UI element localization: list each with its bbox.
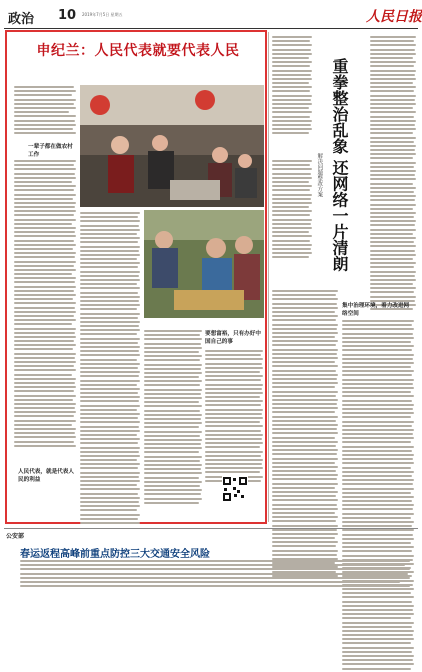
issue-date: 2019年7月5日 星期五 [82, 12, 123, 17]
lead-subhead-2: 人民代表，就是代表人民的利益 [18, 469, 74, 483]
lead-col-2 [80, 212, 140, 526]
lead-title: 申纪兰：人民代表就要代表人民 [36, 43, 240, 59]
bottom-section-label: 公安部 [6, 533, 25, 540]
lead-col-1b [14, 160, 76, 449]
right-col-3 [370, 36, 416, 312]
lead-photo-top [80, 85, 264, 207]
lead-photo-bottom [144, 210, 264, 318]
right-col-5 [342, 320, 414, 672]
right-subhead: 集中治理环境，着力改进网络空间 [342, 303, 410, 317]
lead-col-3 [144, 330, 202, 506]
lead-subhead-3: 要想富裕，只有办好中国自己的事 [205, 331, 261, 345]
right-col-2 [272, 160, 312, 261]
right-headline: 重拳整治乱象 还网络一片清朗 [330, 58, 349, 272]
right-col-1 [272, 36, 312, 137]
lead-col-4 [205, 350, 263, 484]
lead-col-1a [14, 86, 76, 136]
masthead-logo: 人民日报 [366, 9, 422, 25]
lead-subhead-1: 一辈子都在做农村工作 [28, 144, 73, 158]
page-number: 10 [58, 8, 77, 23]
right-col-4 [272, 290, 338, 579]
bottom-headline: 春运返程高峰前重点防控三大交通安全风险 [20, 549, 210, 560]
bottom-body [20, 560, 410, 589]
qr-code [222, 476, 248, 502]
right-deck: 解决问题整改方案 [316, 153, 323, 197]
section-name: 政治 [8, 12, 35, 27]
